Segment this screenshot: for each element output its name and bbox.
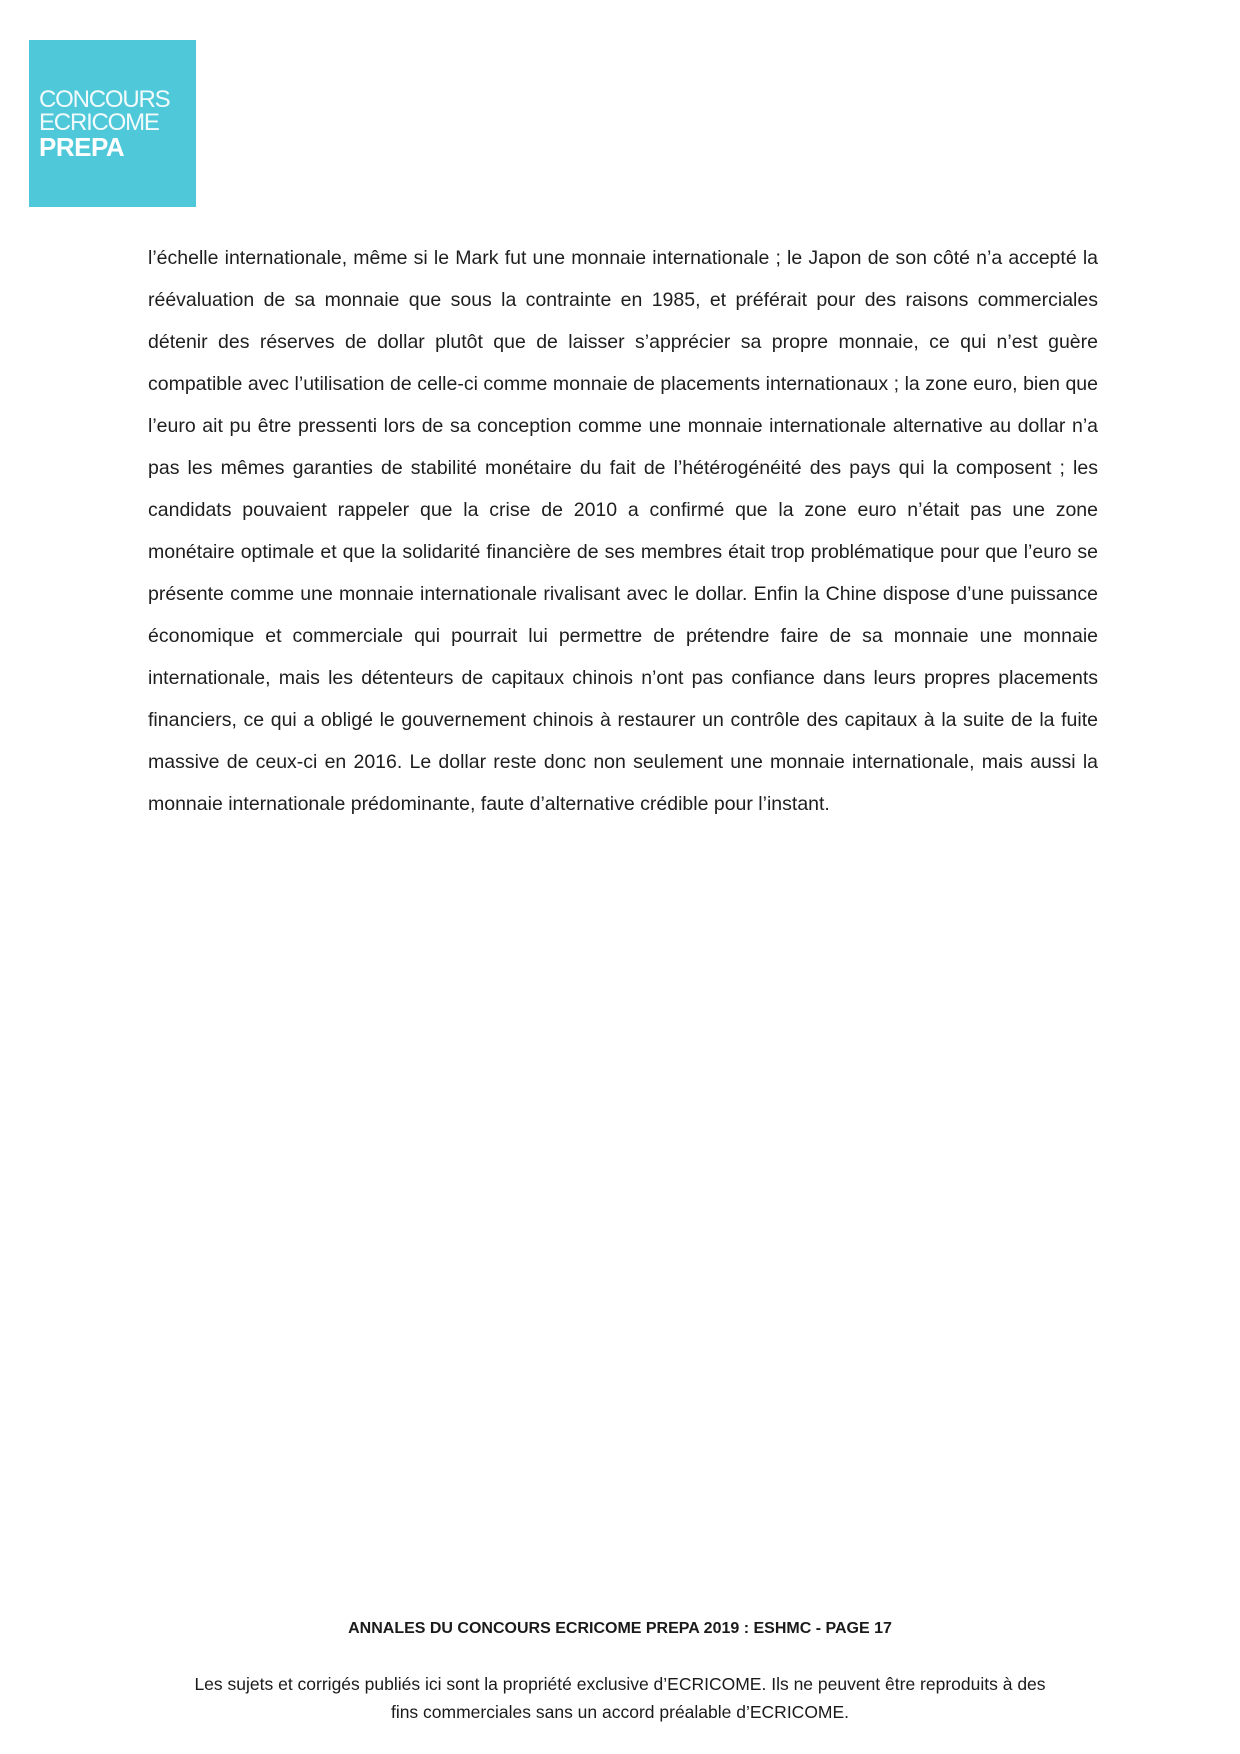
footer-copyright-notice bbox=[0, 1670, 1240, 1726]
logo-line-prepa: PREPA bbox=[39, 132, 125, 162]
logo-line-concours: CONCOURS bbox=[39, 86, 170, 113]
logo-line-ecricome: ECRICOME bbox=[39, 109, 159, 136]
footer-notice-line-2: fins commerciales sans un accord préalable d’ECRICOME. bbox=[390, 1702, 850, 1722]
footer-title: ANNALES DU CONCOURS ECRICOME PREPA 2019 : ESHMC - PAGE 17 bbox=[348, 1620, 892, 1637]
ecricome-logo bbox=[29, 40, 196, 207]
footer-notice-line-1: Les sujets et corrigés publiés ici sont la propriété exclusive d’ECRICOME. Ils ne peuvent être reproduits à des bbox=[194, 1674, 1046, 1694]
body-paragraph: l’échelle internationale, même si le Mark fut une monnaie internationale ; le Japon de son côté n’a accepté la réévaluation de sa monnaie que sous la contrainte en 1985, et préférait pour des raisons commerciales détenir des réserves de dollar plutôt que de laisser s’apprécier sa propre monnaie, ce qui n’est guère compatible avec l’utilisation de celle-ci comme monnaie de placements internationaux ; la zone euro, bien que l’euro ait pu être pressenti lors de sa conception comme une monnaie internationale alternative au dollar n’a pas les mêmes garanties de stabilité monétaire du fait de l’hétérogénéité des pays qui la composent ; les candidats pouvaient rappeler que la crise de 2010 a confirmé que la zone euro n’était pas une zone monétaire optimale et que la solidarité financière de ses membres était trop problématique pour que l’euro se présente comme une monnaie internationale rivalisant avec le dollar. Enfin la Chine dispose d’une puissance économique et commerciale qui pourrait lui permettre de prétendre faire de sa monnaie une monnaie internationale, mais les détenteurs de capitaux chinois n’ont pas confiance dans leurs propres placements financiers, ce qui a obligé le gouvernement chinois à restaurer un contrôle des capitaux à la suite de la fuite massive de ceux-ci en 2016. Le dollar reste donc non seulement une monnaie internationale, mais aussi la monnaie internationale prédominante, faute d’alternative crédible pour l’instant. bbox=[148, 247, 1098, 815]
page-body bbox=[148, 237, 1098, 825]
